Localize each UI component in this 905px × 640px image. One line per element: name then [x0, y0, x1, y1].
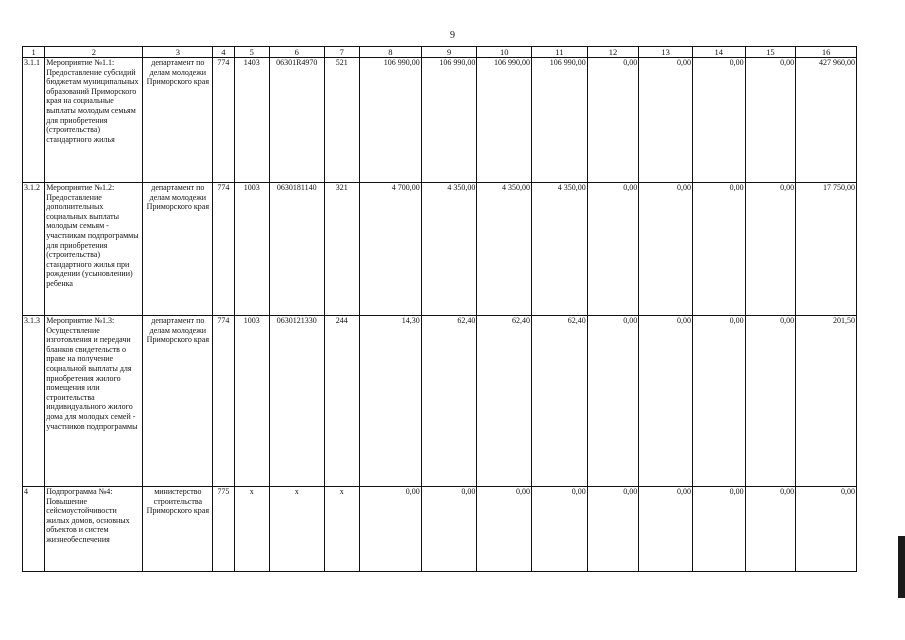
cell-amount: 4 350,00 — [532, 183, 588, 316]
cell-amount: 0,00 — [692, 183, 745, 316]
cell-grbs: 774 — [213, 316, 234, 487]
cell-grbs: 774 — [213, 183, 234, 316]
row-name: Подпрограмма №4: Повышение сейсмоустойчивости жилых домов, основных объектов и систем жизнеобеспечения — [45, 487, 143, 572]
cell-target-article: 06301R4970 — [269, 58, 324, 183]
cell-amount: 62,40 — [477, 316, 532, 487]
cell-target-article: 0630121330 — [269, 316, 324, 487]
scan-edge-mark — [898, 536, 905, 598]
cell-expense-type: 521 — [324, 58, 359, 183]
row-name: Мероприятие №1.3: Осуществление изготовления и передачи бланков свидетельств о праве на получение социальной выплаты для приобретения жилого помещения или строительства индивидуального жилого дома для молодых семей - участников подпрограммы — [45, 316, 143, 487]
table-row — [23, 316, 857, 487]
cell-amount: 0,00 — [477, 487, 532, 572]
cell-target-article: 0630181140 — [269, 183, 324, 316]
cell-total: 0,00 — [796, 487, 857, 572]
cell-section: 1003 — [234, 316, 269, 487]
cell-amount: 4 700,00 — [360, 183, 422, 316]
cell-amount: 0,00 — [639, 183, 693, 316]
cell-amount: 0,00 — [745, 58, 796, 183]
cell-section: x — [234, 487, 269, 572]
cell-amount: 0,00 — [639, 316, 693, 487]
header-cell: 8 — [360, 47, 422, 58]
cell-amount: 0,00 — [421, 487, 477, 572]
cell-amount: 0,00 — [587, 58, 639, 183]
cell-amount: 14,30 — [360, 316, 422, 487]
table-row — [23, 183, 857, 316]
header-cell: 5 — [234, 47, 269, 58]
cell-section: 1003 — [234, 183, 269, 316]
table-row — [23, 487, 857, 572]
row-id: 4 — [23, 487, 45, 572]
cell-amount: 0,00 — [587, 316, 639, 487]
row-executor: департамент по делам молодежи Приморского края — [143, 316, 213, 487]
header-cell: 7 — [324, 47, 359, 58]
header-cell: 4 — [213, 47, 234, 58]
header-cell: 9 — [421, 47, 477, 58]
cell-amount: 0,00 — [360, 487, 422, 572]
table-row — [23, 58, 857, 183]
row-name: Мероприятие №1.2: Предоставление дополнительных социальных выплаты молодым семьям - участникам подпрограммы для приобретения (строительства) стандартного жилья при рождении (усыновлении) ребенка — [45, 183, 143, 316]
cell-amount: 0,00 — [745, 316, 796, 487]
page-number: 9 — [450, 30, 455, 41]
budget-table — [22, 46, 857, 572]
header-cell: 11 — [532, 47, 588, 58]
cell-total: 427 960,00 — [796, 58, 857, 183]
cell-section: 1403 — [234, 58, 269, 183]
cell-total: 17 750,00 — [796, 183, 857, 316]
cell-expense-type: x — [324, 487, 359, 572]
header-cell: 13 — [639, 47, 693, 58]
header-cell: 16 — [796, 47, 857, 58]
cell-amount: 0,00 — [745, 487, 796, 572]
header-cell: 3 — [143, 47, 213, 58]
cell-expense-type: 321 — [324, 183, 359, 316]
cell-amount: 0,00 — [745, 183, 796, 316]
cell-amount: 62,40 — [532, 316, 588, 487]
cell-amount: 106 990,00 — [421, 58, 477, 183]
cell-target-article: x — [269, 487, 324, 572]
cell-amount: 0,00 — [639, 58, 693, 183]
row-id: 3.1.1 — [23, 58, 45, 183]
row-executor: департамент по делам молодежи Приморского края — [143, 58, 213, 183]
cell-amount: 0,00 — [692, 487, 745, 572]
cell-amount: 62,40 — [421, 316, 477, 487]
cell-amount: 4 350,00 — [477, 183, 532, 316]
header-cell: 14 — [692, 47, 745, 58]
header-cell: 2 — [45, 47, 143, 58]
row-id: 3.1.2 — [23, 183, 45, 316]
cell-total: 201,50 — [796, 316, 857, 487]
cell-grbs: 774 — [213, 58, 234, 183]
header-cell: 6 — [269, 47, 324, 58]
cell-amount: 106 990,00 — [360, 58, 422, 183]
cell-amount: 0,00 — [639, 487, 693, 572]
row-id: 3.1.3 — [23, 316, 45, 487]
header-cell: 10 — [477, 47, 532, 58]
cell-amount: 0,00 — [587, 487, 639, 572]
cell-amount: 106 990,00 — [477, 58, 532, 183]
cell-amount: 4 350,00 — [421, 183, 477, 316]
cell-amount: 0,00 — [587, 183, 639, 316]
row-name: Мероприятие №1.1: Предоставление субсидий бюджетам муниципальных образований Приморского края на социальные выплаты молодым семьям для приобретения (строительства) стандартного жилья — [45, 58, 143, 183]
row-executor: департамент по делам молодежи Приморского края — [143, 183, 213, 316]
header-cell: 12 — [587, 47, 639, 58]
cell-amount: 106 990,00 — [532, 58, 588, 183]
cell-amount: 0,00 — [692, 58, 745, 183]
header-cell: 15 — [745, 47, 796, 58]
cell-expense-type: 244 — [324, 316, 359, 487]
cell-amount: 0,00 — [692, 316, 745, 487]
cell-grbs: 775 — [213, 487, 234, 572]
header-cell: 1 — [23, 47, 45, 58]
header-row — [23, 47, 857, 58]
row-executor: министерство строительства Приморского края — [143, 487, 213, 572]
cell-amount: 0,00 — [532, 487, 588, 572]
